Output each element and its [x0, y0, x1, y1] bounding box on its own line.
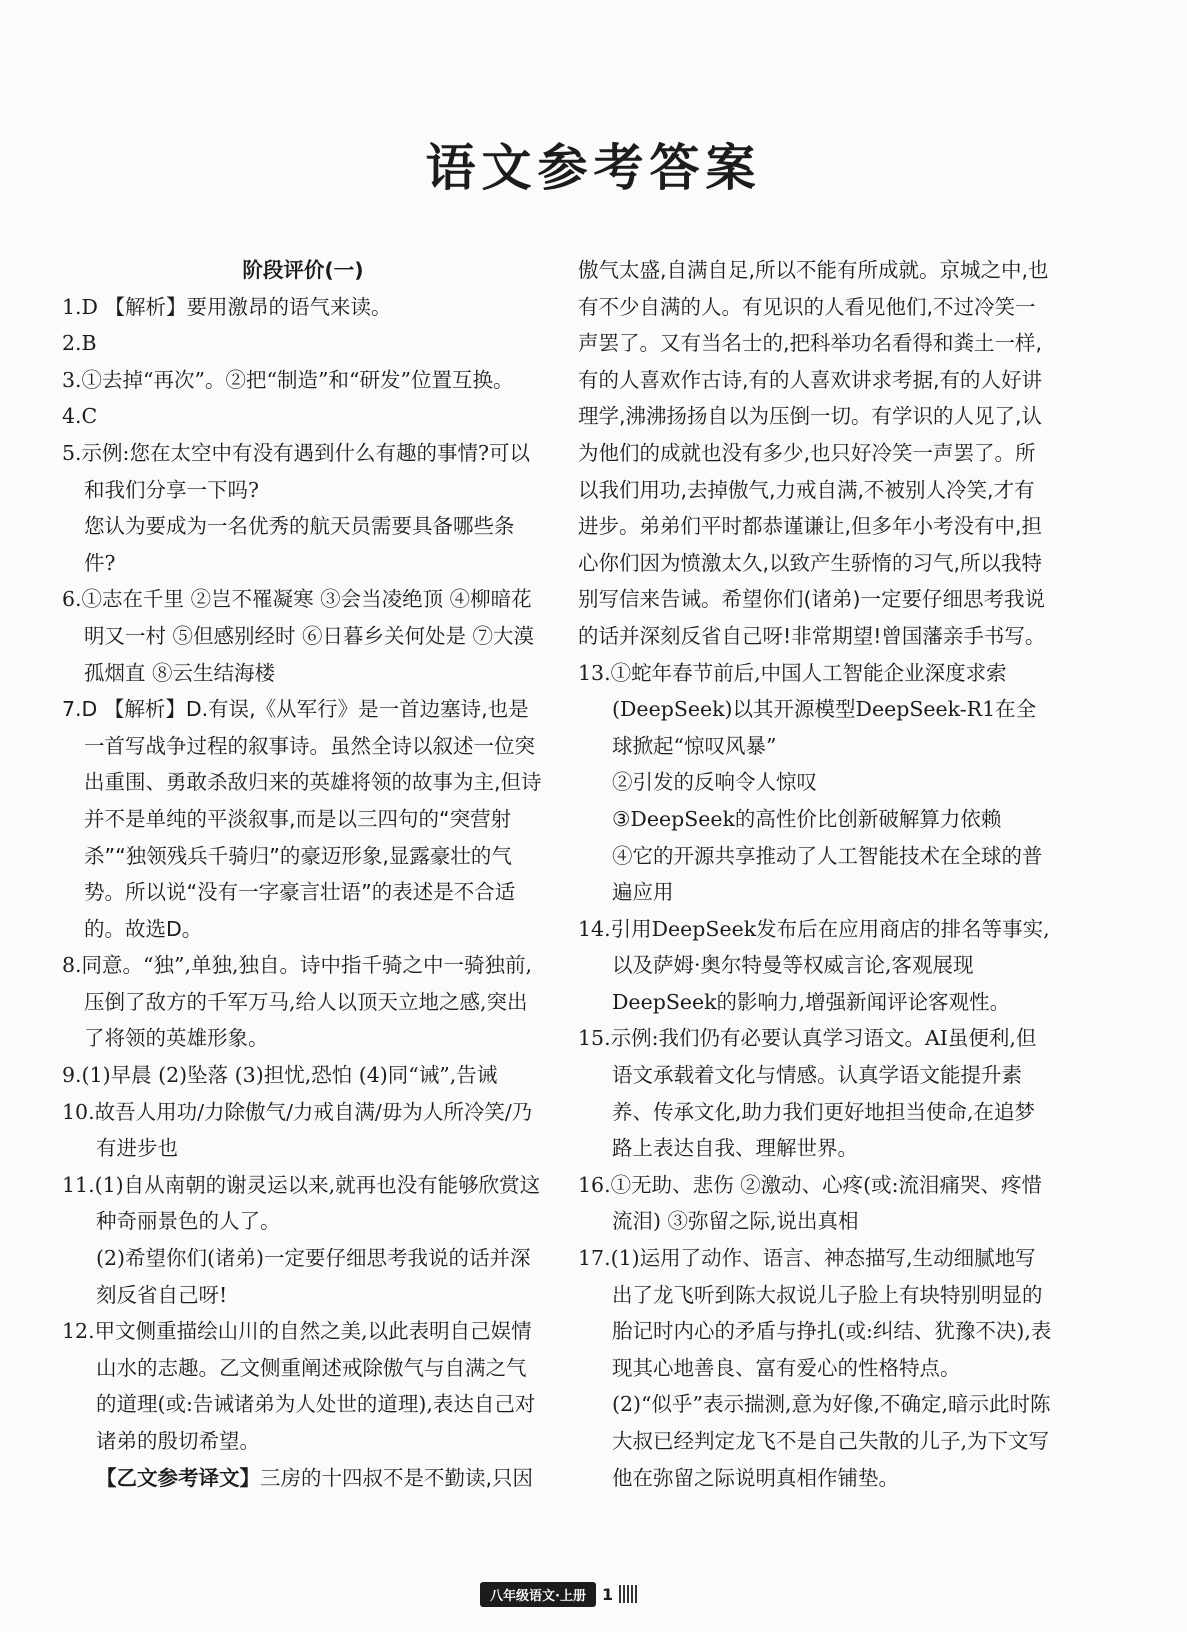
answer-11: 11.(1)自从南朝的谢灵运以来,就再也没有能够欣赏这种奇丽景色的人了。 [62, 1172, 541, 1234]
translation-text-start: 三房的十四叔不是不勤读,只因 [260, 1465, 534, 1490]
answer-2: 2.B [62, 331, 97, 356]
footer-decoration [619, 1585, 637, 1603]
page-title: 语文参考答案 [425, 139, 762, 197]
translation-start [62, 1460, 544, 1497]
answer-13-second: ②引发的反响令人惊叹 [612, 770, 817, 795]
answer-15: 15.示例:我们仍有必要认真学习语文。AI虽便利,但语文承载着文化与情感。认真学语文能提升素养、传承文化,助力我们更好地担当使命,在追梦路上表达自我、理解世界。 [578, 1026, 1037, 1161]
page-number: 1 [601, 1584, 614, 1604]
answer-8: 8.同意。“独”,单独,独自。诗中指千骑之中一骑独前,压倒了敌方的千军万马,给人以顶天立地之感,突出了将领的英雄形象。 [62, 953, 533, 1051]
answer-10: 10.故吾人用功/力除傲气/力戒自满/毋为人所冷笑/乃有进步也 [62, 1099, 533, 1161]
answer-13-third: ③DeepSeek的高性价比创新破解算力依赖 [612, 806, 1002, 831]
answer-17: 17.(1)运用了动作、语言、神态描写,生动细腻地写出了龙飞听到陈大叔说儿子脸上有块特别明显的胎记时内心的矛盾与挣扎(或:纠结、犹豫不决),表现其心地善良、富有爱心的性格特点。 [578, 1246, 1052, 1380]
answer-13: 13.①蛇年春节前后,中国人工智能企业深度求索(DeepSeek)以其开源模型DeepSeek-R1在全球掀起“惊叹风暴” [578, 660, 1037, 758]
answer-3: 3.①去掉“再次”。②把“制造”和“研发”位置互换。 [62, 367, 514, 392]
right-column [578, 252, 1052, 1496]
answer-4: 4.C [62, 404, 98, 429]
answer-11-second: (2)希望你们(诸弟)一定要仔细思考我说的话并深刻反省自己呀! [96, 1246, 531, 1307]
answer-17-second: (2)“似乎”表示揣测,意为好像,不确定,暗示此时陈大叔已经判定龙飞不是自己失散的儿子,为下文写他在弥留之际说明真相作铺垫。 [612, 1392, 1051, 1490]
section-title: 阶段评价(一) [242, 258, 364, 282]
answer-13-fourth: ④它的开源共享推动了人工智能技术在全球的普遍应用 [612, 843, 1043, 905]
page-footer [480, 1580, 650, 1608]
answer-12: 12.甲文侧重描绘山川的自然之美,以此表明自己娱情山水的志趣。乙文侧重阐述戒除傲气与自满之气的道理(或:告诫诸弟为人处世的道理),表达自己对诸弟的殷切希望。 [62, 1319, 536, 1453]
answer-9: 9.(1)早晨 (2)坠落 (3)担忧,恐怕 (4)同“诫”,告诫 [62, 1063, 498, 1088]
answer-6: 6.①志在千里 ②岂不罹凝寒 ③会当凌绝顶 ④柳暗花明又一村 ⑤但感别经时 ⑥日暮乡关何处是 ⑦大漠孤烟直 ⑧云生结海楼 [62, 587, 535, 685]
translation-continued: 傲气太盛,自满自足,所以不能有所成就。京城之中,也有不少自满的人。有见识的人看见他们,不过冷笑一声罢了。又有当名士的,把科举功名看得和粪土一样,有的人喜欢作古诗,有的人喜欢讲求考据,有的人好讲理学,沸沸扬扬自以为压倒一切。有学识的人见了,认为他们的成就也没有多少,也只好冷笑一声罢了。所以我们用功,去掉傲气,力戒自满,不被别人冷笑,才有进步。弟弟们平时都恭谨谦让,但多年小考没有中,担心你们因为愤激太久,以致产生骄惰的习气,所以我特别写信来告诫。希望你们(诸弟)一定要仔细思考我说的话并深刻反省自己呀!非常期望!曾国藩亲手书写。 [578, 258, 1049, 648]
left-column [62, 252, 544, 1496]
answer-7: 7.D 【解析】D.有误,《从军行》是一首边塞诗,也是一首写战争过程的叙事诗。虽然全诗以叙述一位突出重围、勇敢杀敌归来的英雄将领的故事为主,但诗并不是单纯的平淡叙事,而是以三四句的“突营射杀”“独领残兵千骑归”的豪迈形象,显露豪壮的气势。所以说“没有一字豪言壮语”的表述是不合适的。故选D。 [62, 697, 542, 941]
book-label: 八年级语文·上册 [480, 1582, 596, 1607]
answer-16: 16.①无助、悲伤 ②激动、心疼(或:流泪痛哭、疼惜流泪) ③弥留之际,说出真相 [578, 1172, 1043, 1234]
answer-14: 14.引用DeepSeek发布后在应用商店的排名等事实,以及萨姆·奥尔特曼等权威言论,客观展现DeepSeek的影响力,增强新闻评论客观性。 [578, 916, 1050, 1014]
answer-5: 5.示例:您在太空中有没有遇到什么有趣的事情?可以和我们分享一下吗? [62, 440, 530, 502]
answer-1: 1.D 【解析】要用激昂的语气来读。 [62, 294, 392, 319]
answer-5-second: 您认为要成为一名优秀的航天员需要具备哪些条件? [84, 514, 515, 575]
translation-label: 【乙文参考译文】 [96, 1465, 260, 1490]
